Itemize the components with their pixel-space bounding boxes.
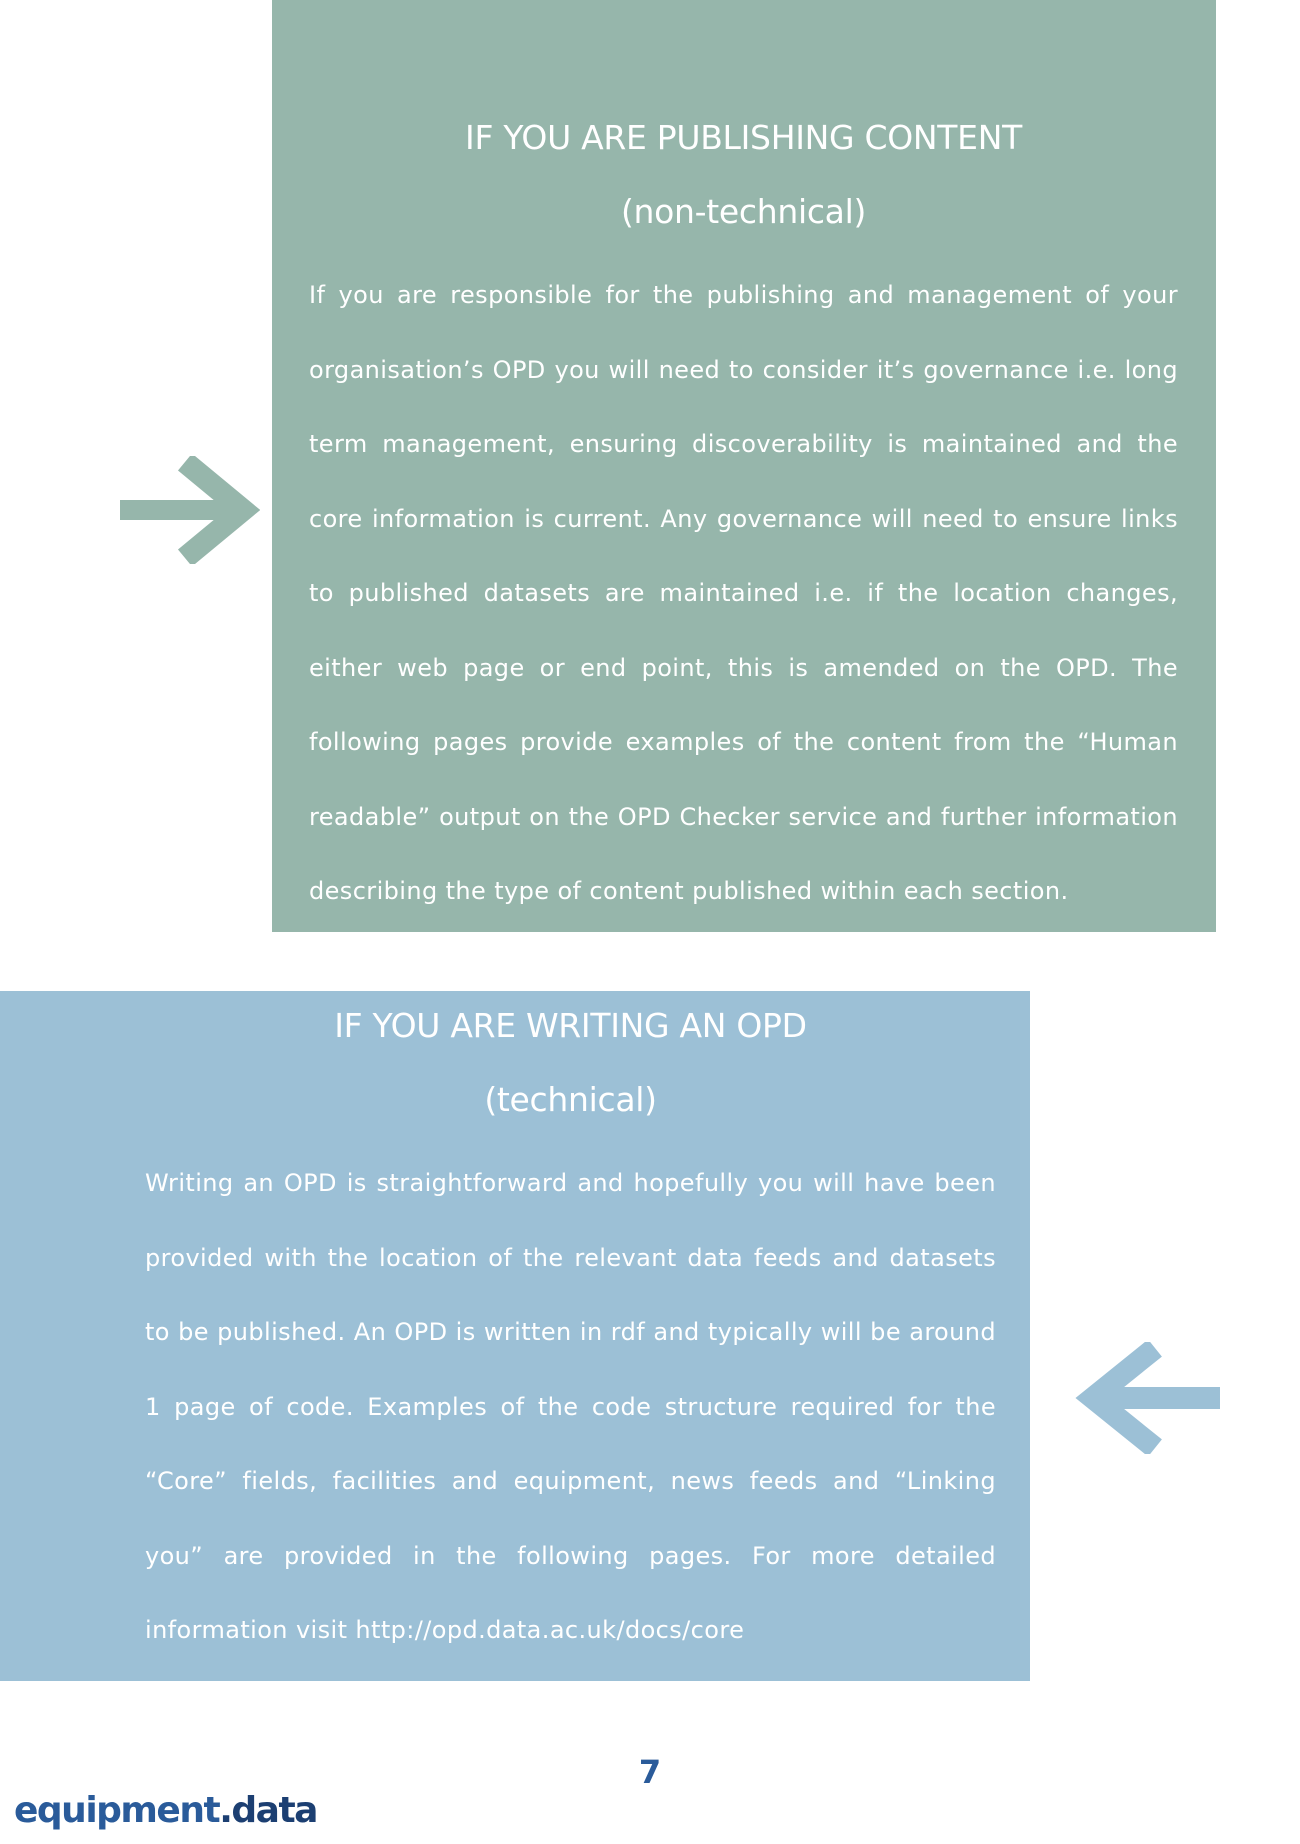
logo-text-data: .data	[219, 1790, 317, 1831]
equipment-data-logo	[14, 1790, 317, 1832]
arrow-left-icon	[1075, 1342, 1220, 1454]
publishing-body: If you are responsible for the publishing and management of your organisation’s OPD you will need to consider it’s governance i.e. long term management, ensuring discoverability is maintained and the core information is current. Any governance will need to ensure links to published datasets are maintained i.e. if the location changes, either web page or end point, this is amended on the OPD. The following pages provide examples of the content from the “Human readable” output on the OPD Checker service and further information describing the type of content published within each section.	[309, 281, 1178, 905]
arrow-right-icon	[120, 456, 260, 564]
writing-title: IF YOU ARE WRITING AN OPD	[334, 1006, 807, 1045]
page-number: 7	[638, 1753, 662, 1791]
writing-subtitle: (technical)	[484, 1080, 657, 1119]
publishing-content-panel	[272, 0, 1216, 932]
writing-body: Writing an OPD is straightforward and hopefully you will have been provided with the location of the relevant data feeds and datasets to be published. An OPD is written in rdf and typically will be around 1 page of code. Examples of the code structure required for the “Core” fields, facilities and equipment, news feeds and “Linking you” are provided in the following pages. For more detailed information visit http://opd.data.ac.uk/docs/core	[145, 1169, 996, 1644]
writing-opd-panel	[0, 991, 1030, 1681]
logo-text-equipment: equipment	[14, 1790, 220, 1831]
publishing-subtitle: (non-technical)	[620, 192, 867, 231]
publishing-title: IF YOU ARE PUBLISHING CONTENT	[465, 118, 1022, 157]
